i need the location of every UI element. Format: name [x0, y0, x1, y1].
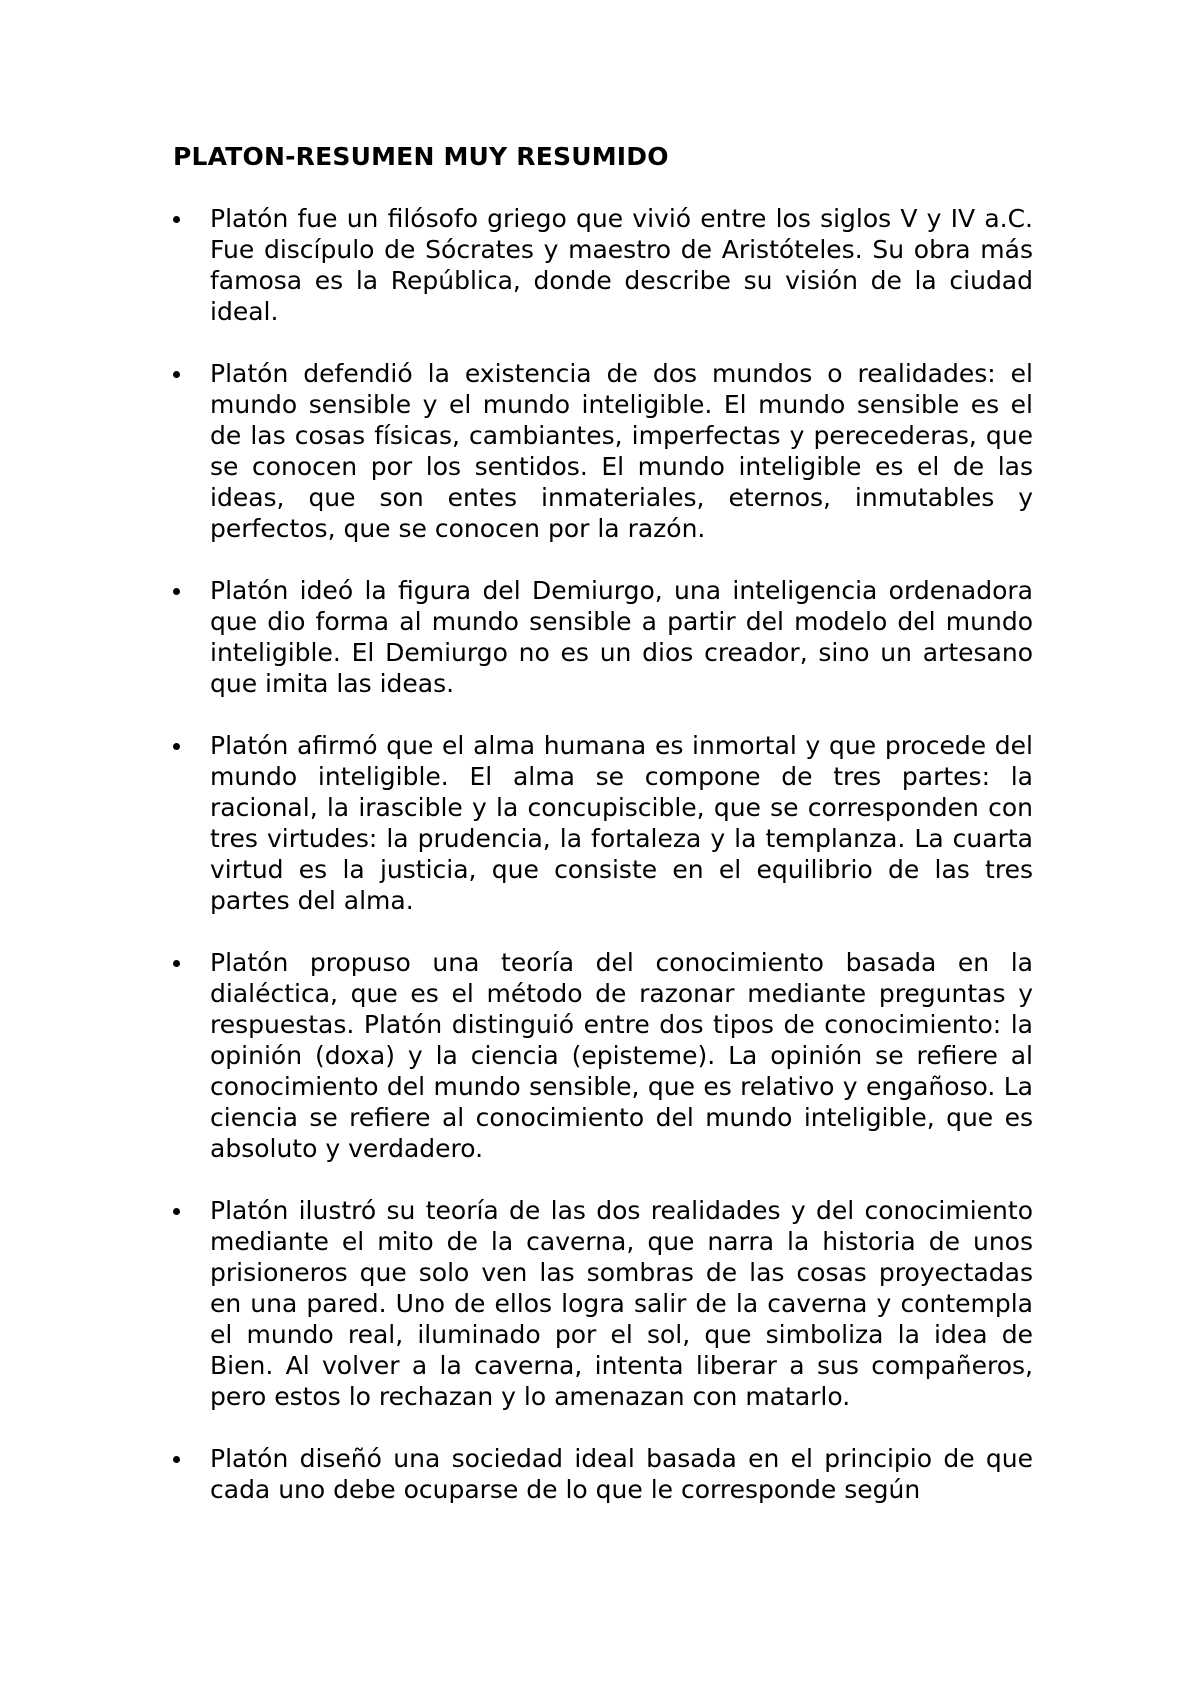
bullet-icon	[173, 1208, 180, 1215]
list-item-text: Platón fue un filósofo griego que vivió entre los siglos V y IV a.C. Fue discípulo de Sócrates y maestro de Aristóteles. Su obra más famosa es la República, donde describe su visión de la ciudad ideal.	[210, 204, 1033, 326]
list-item	[173, 730, 1033, 916]
list-item	[173, 203, 1033, 327]
list-item	[173, 1195, 1033, 1412]
list-item-text: Platón afirmó que el alma humana es inmortal y que procede del mundo inteligible. El alma se compone de tres partes: la racional, la irascible y la concupiscible, que se corresponden con tres virtudes: la prudencia, la fortaleza y la templanza. La cuarta virtud es la justicia, que consiste en el equilibrio de las tres partes del alma.	[210, 731, 1033, 915]
list-item	[173, 358, 1033, 544]
list-item-text: Platón defendió la existencia de dos mundos o realidades: el mundo sensible y el mundo inteligible. El mundo sensible es el de las cosas físicas, cambiantes, imperfectas y perecederas, que se conocen por los sentidos. El mundo inteligible es el de las ideas, que son entes inmateriales, eternos, inmutables y perfectos, que se conocen por la razón.	[210, 359, 1033, 543]
bullet-list	[173, 203, 1033, 1536]
list-item-text: Platón ideó la figura del Demiurgo, una inteligencia ordenadora que dio forma al mundo sensible a partir del modelo del mundo inteligible. El Demiurgo no es un dios creador, sino un artesano que imita las ideas.	[210, 576, 1033, 698]
list-item	[173, 947, 1033, 1164]
bullet-icon	[173, 960, 180, 967]
list-item	[173, 575, 1033, 699]
bullet-icon	[173, 588, 180, 595]
document-title: PLATON-RESUMEN MUY RESUMIDO	[173, 142, 669, 171]
bullet-icon	[173, 1456, 180, 1463]
bullet-icon	[173, 216, 180, 223]
bullet-icon	[173, 743, 180, 750]
list-item-text: Platón ilustró su teoría de las dos realidades y del conocimiento mediante el mito de la caverna, que narra la historia de unos prisioneros que solo ven las sombras de las cosas proyectadas en una pared. Uno de ellos logra salir de la caverna y contempla el mundo real, iluminado por el sol, que simboliza la idea de Bien. Al volver a la caverna, intenta liberar a sus compañeros, pero estos lo rechazan y lo amenazan con matarlo.	[210, 1196, 1033, 1411]
list-item	[173, 1443, 1033, 1505]
bullet-icon	[173, 371, 180, 378]
list-item-text: Platón diseñó una sociedad ideal basada en el principio de que cada uno debe ocuparse de lo que le corresponde según	[210, 1444, 1033, 1504]
list-item-text: Platón propuso una teoría del conocimiento basada en la dialéctica, que es el método de razonar mediante preguntas y respuestas. Platón distinguió entre dos tipos de conocimiento: la opinión (doxa) y la ciencia (episteme). La opinión se refiere al conocimiento del mundo sensible, que es relativo y engañoso. La ciencia se refiere al conocimiento del mundo inteligible, que es absoluto y verdadero.	[210, 948, 1033, 1163]
